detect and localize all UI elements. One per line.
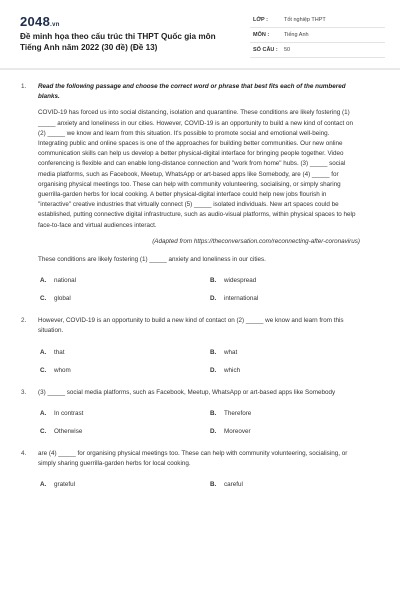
passage-source: (Adapted from https://theconversation.com/reconnecting-after-coronavirus)	[152, 237, 360, 245]
option-text: that	[54, 348, 65, 356]
option-letter: D.	[210, 295, 217, 303]
option-b[interactable]	[210, 480, 360, 490]
logo-suffix: .vn	[50, 22, 60, 28]
option-letter: B.	[210, 409, 217, 417]
option-letter: A.	[40, 409, 47, 417]
option-letter: B.	[210, 277, 217, 285]
meta-value: Tiếng Anh	[284, 32, 309, 38]
question-stem: These conditions are likely fostering (1) _____ anxiety and loneliness in our cities.	[38, 256, 266, 264]
meta-value: Tốt nghiệp THPT	[284, 17, 326, 23]
meta-row-class	[250, 13, 385, 28]
option-a[interactable]	[40, 409, 190, 419]
document-title: Đề minh họa theo cấu trúc thi THPT Quốc gia môn Tiếng Anh năm 2022 (30 đề) (Đề 13)	[20, 32, 216, 52]
question-stem: However, COVID-19 is an opportunity to build a new kind of contact on (2) _____ we know and learn from this situation.	[38, 317, 344, 335]
exam-meta	[250, 13, 385, 58]
question-3	[21, 388, 360, 439]
option-text: Therefore	[224, 409, 252, 417]
question-number: 4.	[21, 449, 27, 457]
option-letter: C.	[40, 366, 47, 374]
option-letter: A.	[40, 348, 47, 356]
option-text: Otherwise	[54, 427, 83, 435]
answer-options	[38, 403, 360, 439]
option-text: grateful	[54, 481, 76, 489]
option-b[interactable]	[210, 276, 360, 286]
meta-row-subject	[250, 28, 385, 43]
option-a[interactable]	[40, 348, 190, 358]
option-text: national	[54, 277, 77, 285]
option-text: Moreover	[224, 427, 251, 435]
option-text: widespread	[224, 277, 257, 285]
option-letter: D.	[210, 427, 217, 435]
meta-key: LỚP :	[253, 17, 268, 23]
question-number: 2.	[21, 317, 27, 325]
option-a[interactable]	[40, 276, 190, 286]
answer-options	[38, 270, 360, 306]
question-list	[0, 82, 400, 520]
question-number: 3.	[21, 388, 27, 396]
instruction: Read the following passage and choose the correct word or phrase that best fits each of the numbered blanks.	[38, 83, 346, 101]
reading-passage: COVID-19 has forced us into social distancing, isolation and quarantine. These conditions are likely fostering (1) _____ anxiety and loneliness in our cities. However, COVID-19 is an opportunity to build a new kind of contact on (2) _____ we know and learn from this situation. It's possible to promote social and emotional well-being. Integrating public and online spaces is one of the approaches for building better communities. Our new online communication skills can help us develop a better physical-digital interface for bringing people together. Video conferencing is flexible and can enable long-distance connection and "work from home" hubs. (3) _____ social media platforms, such as Facebook, Meetup, WhatsApp or art-based apps like Somebody, are (4) _____ for organising physical meetings too. These can help with community volunteering, socialising, or simply sharing guerrilla-garden herbs for local cooking. A better physical-digital interface could help new jobs flourish in "interactive" creative industries that virtually connect (5) _____ isolated individuals. New art spaces could be established, putting connective digital infrastructure, such as audio-visual platforms, within physical spaces to help face-to-face and virtual audiences interact.	[38, 109, 356, 229]
option-c[interactable]	[40, 294, 190, 304]
option-letter: C.	[40, 427, 47, 435]
option-letter: D.	[210, 366, 217, 374]
option-a[interactable]	[40, 480, 190, 490]
option-letter: A.	[40, 277, 47, 285]
question-4	[21, 449, 360, 510]
answer-options	[38, 342, 360, 378]
option-letter: A.	[40, 481, 47, 489]
meta-key: MÔN :	[253, 32, 270, 38]
page-header	[0, 0, 400, 66]
option-text: global	[54, 295, 71, 303]
option-text: careful	[224, 481, 243, 489]
option-c[interactable]	[40, 366, 190, 376]
option-b[interactable]	[210, 409, 360, 419]
option-text: In contrast	[54, 409, 84, 417]
question-stem: (3) _____ social media platforms, such as Facebook, Meetup, WhatsApp or art-based apps like Somebody	[38, 388, 336, 396]
question-1	[21, 82, 360, 306]
option-text: whom	[54, 366, 71, 374]
option-letter: B.	[210, 348, 217, 356]
option-d[interactable]	[210, 294, 360, 304]
site-logo[interactable]	[20, 14, 60, 29]
question-stem: are (4) _____ for organising physical meetings too. These can help with community volunteering, socialising, or simply sharing guerrilla-garden herbs for local cooking.	[38, 449, 348, 468]
answer-options	[38, 474, 360, 510]
meta-row-count	[250, 43, 385, 58]
option-c[interactable]	[40, 427, 190, 437]
option-text: international	[224, 295, 259, 303]
option-text: what	[224, 348, 238, 356]
option-letter: B.	[210, 481, 217, 489]
header-divider	[0, 68, 400, 70]
meta-key: SỐ CÂU :	[253, 47, 278, 53]
option-letter: C.	[40, 295, 47, 303]
option-b[interactable]	[210, 348, 360, 358]
meta-value: 50	[284, 47, 291, 53]
logo-main: 2048	[20, 14, 51, 29]
question-number: 1.	[21, 83, 27, 90]
option-d[interactable]	[210, 366, 360, 376]
option-text: which	[224, 366, 241, 374]
option-d[interactable]	[210, 427, 360, 437]
question-2	[21, 316, 360, 377]
